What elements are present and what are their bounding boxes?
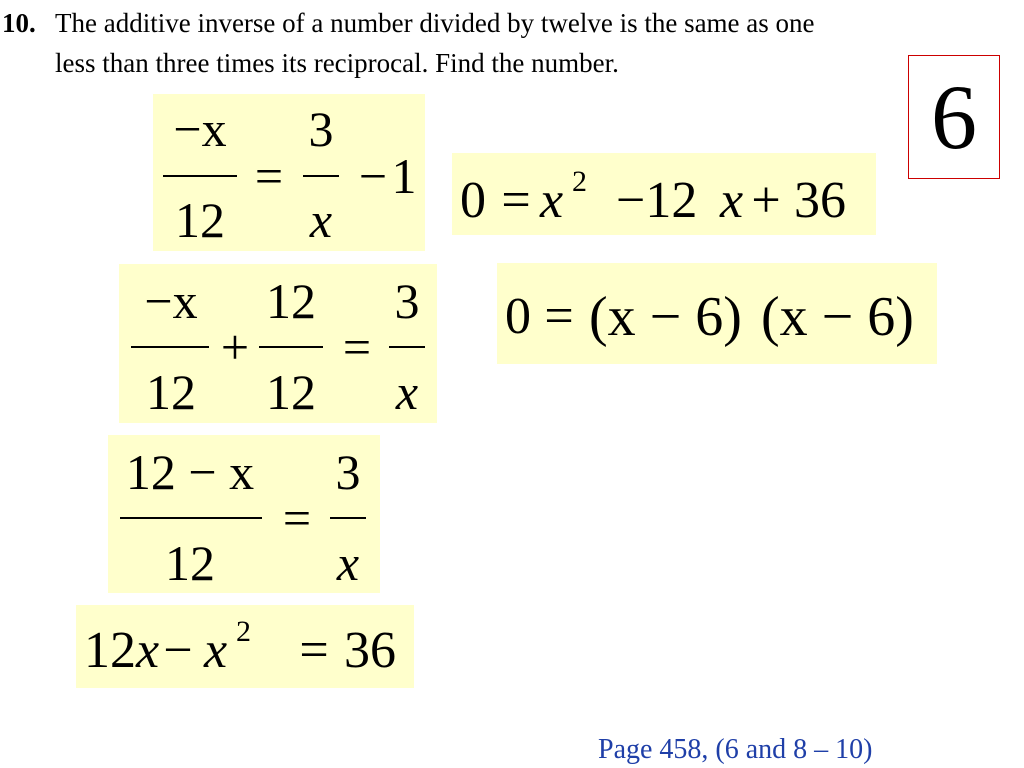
s3-lhs-denominator: 12: [165, 535, 215, 591]
s6-factor-1: (x − 6): [589, 286, 742, 348]
s2-rhs-denominator: x: [395, 364, 419, 420]
s2-term2-denominator: 12: [266, 364, 316, 420]
s6-factor-2: (x − 6): [761, 286, 914, 348]
s4-x: x: [136, 622, 160, 679]
problem-line-1: The additive inverse of a number divided by twelve is the same as one: [55, 8, 815, 38]
s5-x: x: [720, 172, 744, 229]
s1-one: 1: [391, 148, 417, 204]
s4-minus: −: [163, 622, 193, 679]
s5-x-squared-base: x: [540, 172, 564, 229]
s3-rhs-denominator: x: [336, 535, 360, 591]
s2-plus: +: [220, 319, 250, 375]
answer-box: [908, 55, 1000, 179]
problem-line-2: less than three times its reciprocal. Find the number.: [55, 48, 619, 78]
s5-plus: +: [751, 172, 781, 229]
answer-value: 6: [931, 66, 977, 168]
s5-zero: 0: [460, 172, 486, 229]
equation-step-4: [76, 605, 414, 688]
equation-step-5: [452, 153, 876, 235]
s5-equals: =: [501, 172, 531, 229]
s1-equals: =: [254, 148, 284, 204]
s1-rhs-denominator: x: [309, 192, 333, 248]
s2-term2-numerator: 12: [266, 273, 316, 329]
s4-rhs: 36: [344, 622, 396, 679]
s4-coefficient: 12: [84, 622, 136, 679]
s5-exponent: 2: [572, 165, 587, 198]
equation-step-6: [497, 263, 937, 364]
s2-rhs-numerator: 3: [394, 273, 420, 329]
equation-step-2: [119, 264, 437, 423]
s2-term1-numerator: −x: [144, 273, 198, 329]
s1-lhs-denominator: 12: [175, 192, 225, 248]
s4-x-squared-base: x: [204, 622, 228, 679]
s2-equals: =: [342, 319, 372, 375]
s4-equals: =: [299, 622, 329, 679]
problem-number: 10.: [2, 8, 36, 38]
s2-term1-denominator: 12: [146, 364, 196, 420]
s6-zero: 0: [505, 288, 531, 345]
s1-minus: −: [358, 148, 388, 204]
s1-lhs-numerator: −x: [173, 101, 227, 157]
equation-step-1: [153, 94, 425, 251]
s6-equals: =: [544, 288, 574, 345]
s5-constant: 36: [794, 172, 846, 229]
page-reference: Page 458, (6 and 8 – 10): [598, 734, 873, 765]
s5-middle-coefficient: −12: [616, 172, 698, 229]
s4-exponent: 2: [236, 615, 251, 648]
s3-equals: =: [282, 490, 312, 546]
s1-rhs-numerator: 3: [308, 101, 334, 157]
s3-rhs-numerator: 3: [335, 444, 361, 500]
equation-step-3: [108, 435, 380, 593]
s3-lhs-numerator: 12 − x: [125, 444, 255, 500]
